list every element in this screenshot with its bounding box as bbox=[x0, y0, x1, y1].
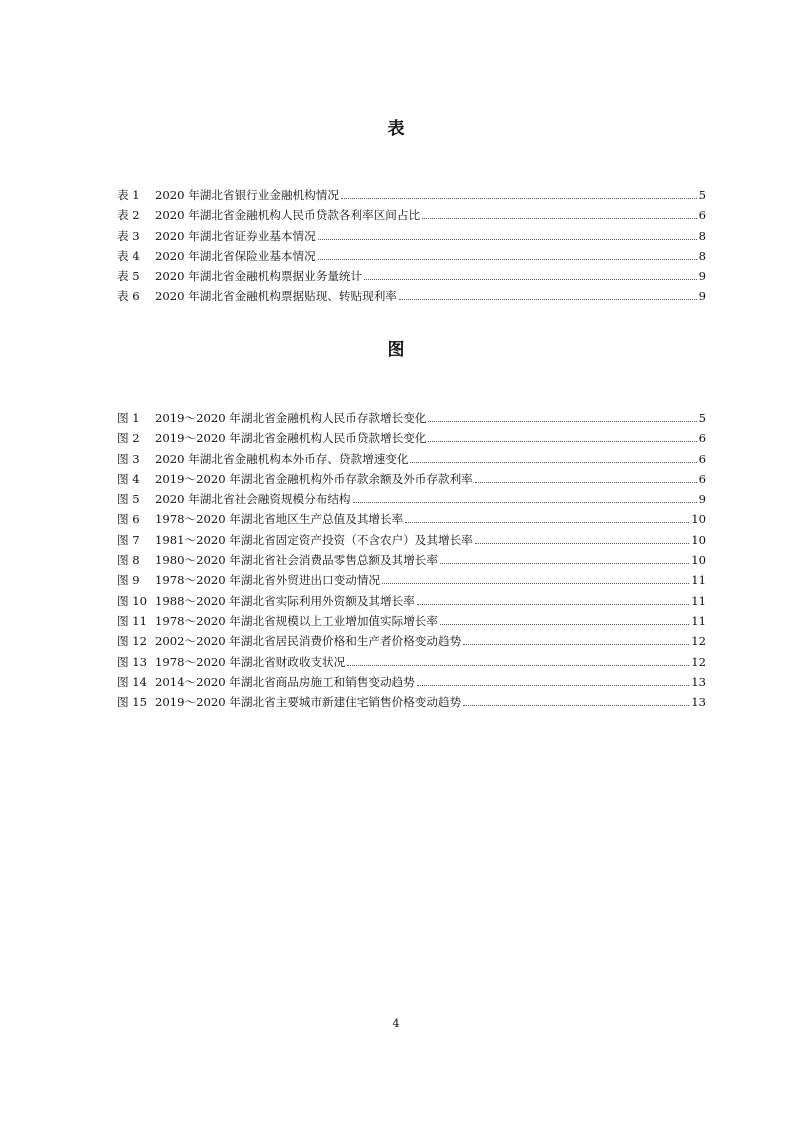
dot-leader bbox=[428, 420, 696, 422]
figure-entry-title: 2020 年湖北省社会融资规模分布结构 bbox=[155, 492, 351, 507]
table-entry[interactable] bbox=[117, 205, 706, 225]
dot-leader bbox=[440, 562, 689, 564]
dot-leader bbox=[405, 521, 689, 523]
table-entry[interactable] bbox=[117, 266, 706, 286]
table-entry-label: 表 1 bbox=[117, 188, 140, 202]
figure-entry-page-number: 11 bbox=[691, 593, 706, 608]
figure-entry[interactable] bbox=[117, 550, 706, 570]
figure-entry-title: 1978～2020 年湖北省外贸进出口变动情况 bbox=[155, 573, 381, 588]
figure-entry-page-number: 10 bbox=[691, 553, 706, 568]
figure-entry-label: 图 5 bbox=[117, 492, 140, 507]
figure-entry-label: 图 4 bbox=[117, 471, 140, 486]
figure-entry-page-number: 6 bbox=[698, 431, 706, 446]
table-entry-page-number: 8 bbox=[698, 228, 706, 243]
tables-heading: 表 bbox=[387, 119, 405, 139]
figure-entry[interactable] bbox=[117, 570, 706, 590]
dot-leader bbox=[463, 704, 689, 706]
figure-entry-page-number: 6 bbox=[698, 451, 706, 466]
figure-entry-page-number: 12 bbox=[691, 654, 706, 669]
figure-entry-page-number: 13 bbox=[691, 674, 706, 689]
figure-entry-title: 1978～2020 年湖北省规模以上工业增加值实际增长率 bbox=[155, 613, 438, 628]
dot-leader bbox=[440, 623, 689, 625]
figure-entry[interactable] bbox=[117, 530, 706, 550]
figure-entry-label: 图 14 bbox=[117, 674, 148, 689]
figure-entry-label: 图 10 bbox=[117, 593, 148, 608]
tables-toc-list bbox=[117, 185, 706, 307]
dot-leader bbox=[428, 440, 696, 442]
figure-entry-page-number: 5 bbox=[698, 411, 706, 425]
figure-entry-title: 1981～2020 年湖北省固定资产投资（不含农户）及其增长率 bbox=[155, 532, 473, 547]
figure-entry-page-number: 12 bbox=[691, 634, 706, 649]
table-entry-page-number: 9 bbox=[698, 269, 706, 284]
table-entry[interactable] bbox=[117, 246, 706, 266]
figure-entry-label: 图 13 bbox=[117, 654, 148, 669]
figure-entry-title: 2019～2020 年湖北省金融机构外币存款余额及外币存款利率 bbox=[155, 471, 473, 486]
figure-entry-title: 1988～2020 年湖北省实际利用外资额及其增长率 bbox=[155, 593, 415, 608]
figure-entry-label: 图 7 bbox=[117, 532, 140, 547]
dot-leader bbox=[417, 684, 689, 686]
figure-entry-label: 图 9 bbox=[117, 573, 140, 588]
figure-entry-label: 图 6 bbox=[117, 512, 140, 527]
dot-leader bbox=[341, 197, 697, 199]
dot-leader bbox=[399, 298, 697, 300]
table-entry-page-number: 5 bbox=[698, 188, 706, 202]
figure-entry[interactable] bbox=[117, 489, 706, 509]
figure-entry-label: 图 2 bbox=[117, 431, 140, 446]
table-entry-title: 2020 年湖北省金融机构人民币贷款各利率区间占比 bbox=[155, 208, 421, 223]
dot-leader bbox=[475, 481, 697, 483]
table-entry-title: 2020 年湖北省金融机构票据业务量统计 bbox=[155, 269, 363, 284]
figure-entry[interactable] bbox=[117, 449, 706, 469]
table-entry-page-number: 8 bbox=[698, 248, 706, 263]
dot-leader bbox=[318, 258, 697, 260]
figures-toc-list bbox=[117, 408, 706, 712]
table-entry-label: 表 5 bbox=[117, 269, 140, 284]
table-entry-page-number: 6 bbox=[698, 208, 706, 223]
table-entry-label: 表 4 bbox=[117, 248, 140, 263]
figure-entry-title: 1978～2020 年湖北省财政收支状况 bbox=[155, 654, 346, 669]
figure-entry-label: 图 8 bbox=[117, 553, 140, 568]
dot-leader bbox=[353, 501, 697, 503]
table-entry[interactable] bbox=[117, 185, 706, 205]
figure-entry-page-number: 13 bbox=[691, 695, 706, 710]
figure-entry[interactable] bbox=[117, 591, 706, 611]
dot-leader bbox=[422, 217, 697, 219]
figure-entry-title: 2019～2020 年湖北省主要城市新建住宅销售价格变动趋势 bbox=[155, 695, 462, 710]
figure-entry-title: 2020 年湖北省金融机构本外币存、贷款增速变化 bbox=[155, 451, 409, 466]
dot-leader bbox=[463, 643, 689, 645]
figure-entry-page-number: 9 bbox=[698, 492, 706, 507]
table-entry-title: 2020 年湖北省保险业基本情况 bbox=[155, 248, 316, 263]
figure-entry[interactable] bbox=[117, 428, 706, 448]
dot-leader bbox=[410, 461, 696, 463]
figure-entry-label: 图 11 bbox=[117, 613, 148, 628]
figure-entry[interactable] bbox=[117, 469, 706, 489]
table-entry-label: 表 6 bbox=[117, 289, 140, 304]
table-entry-title: 2020 年湖北省金融机构票据贴现、转贴现利率 bbox=[155, 289, 397, 304]
table-entry-page-number: 9 bbox=[698, 289, 706, 304]
figure-entry-title: 2014～2020 年湖北省商品房施工和销售变动趋势 bbox=[155, 674, 415, 689]
figure-entry-title: 2002～2020 年湖北省居民消费价格和生产者价格变动趋势 bbox=[155, 634, 462, 649]
figure-entry-page-number: 6 bbox=[698, 471, 706, 486]
figure-entry-label: 图 15 bbox=[117, 695, 148, 710]
table-entry-title: 2020 年湖北省银行业金融机构情况 bbox=[155, 188, 339, 202]
dot-leader bbox=[417, 603, 689, 605]
figure-entry-title: 1978～2020 年湖北省地区生产总值及其增长率 bbox=[155, 512, 404, 527]
figure-entry-title: 2019～2020 年湖北省金融机构人民币贷款增长变化 bbox=[155, 431, 427, 446]
table-entry-label: 表 3 bbox=[117, 228, 140, 243]
figure-entry[interactable] bbox=[117, 672, 706, 692]
figure-entry[interactable] bbox=[117, 692, 706, 712]
figures-heading: 图 bbox=[387, 340, 405, 360]
page-number: 4 bbox=[392, 1017, 400, 1030]
table-entry-label: 表 2 bbox=[117, 208, 140, 223]
figure-entry[interactable] bbox=[117, 652, 706, 672]
table-entry[interactable] bbox=[117, 286, 706, 306]
figure-entry-label: 图 12 bbox=[117, 634, 148, 649]
figure-entry[interactable] bbox=[117, 509, 706, 529]
figure-entry[interactable] bbox=[117, 611, 706, 631]
figure-entry-page-number: 11 bbox=[691, 573, 706, 588]
figure-entry-page-number: 10 bbox=[691, 532, 706, 547]
figure-entry-title: 1980～2020 年湖北省社会消费品零售总额及其增长率 bbox=[155, 553, 438, 568]
figure-entry-page-number: 10 bbox=[691, 512, 706, 527]
dot-leader bbox=[364, 278, 697, 280]
dot-leader bbox=[318, 238, 697, 240]
table-entry[interactable] bbox=[117, 226, 706, 246]
figure-entry[interactable] bbox=[117, 631, 706, 651]
dot-leader bbox=[347, 664, 689, 666]
figure-entry-label: 图 1 bbox=[117, 411, 140, 425]
figure-entry-label: 图 3 bbox=[117, 451, 140, 466]
figure-entry-title: 2019～2020 年湖北省金融机构人民币存款增长变化 bbox=[155, 411, 427, 425]
figure-entry[interactable] bbox=[117, 408, 706, 428]
table-entry-title: 2020 年湖北省证券业基本情况 bbox=[155, 228, 316, 243]
dot-leader bbox=[382, 582, 689, 584]
figure-entry-page-number: 11 bbox=[691, 613, 706, 628]
dot-leader bbox=[475, 542, 689, 544]
